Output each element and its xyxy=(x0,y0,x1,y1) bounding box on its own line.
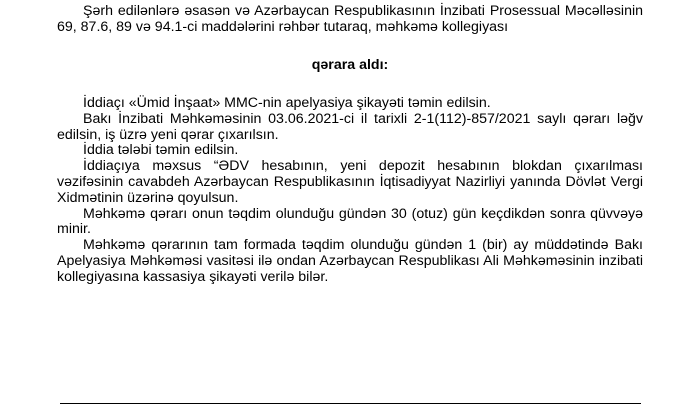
decision-heading: qərara aldı: xyxy=(311,57,389,73)
footer-divider xyxy=(60,403,641,404)
decision-body xyxy=(57,96,643,286)
paragraph-claim-granted: İddia tələbi təmin edilsin. xyxy=(83,142,239,159)
paragraph-decision-annulled: Bakı İnzibati Məhkəməsinin 03.06.2021-ci il tarixli 2-1(112)-857/2021 saylı qərarı ləğv edilsin, iş üzrə yeni qərar çıxarılsın. xyxy=(57,110,643,143)
paragraph-account-unblock: İddiaçıya məxsus “ƏDV hesabının, yeni depozit hesabının blokdan çıxarılması vəzifəsinin cavabdeh Azərbaycan Respublikasının İqtisadiyyat Nazirliyi yanında Dövlət Vergi Xidmətinin üzərinə qoyulsun. xyxy=(57,158,643,206)
paragraph-appeal-granted: İddiaçı «Ümid İnşaat» MMC-nin apelyasiya şikayəti təmin edilsin. xyxy=(83,95,491,111)
intro-paragraph: Şərh edilənlərə əsasən və Azərbaycan Respublikasının İnzibati Prosessual Məcəlləsinin 69, 87.6, 89 və 94.1-ci maddələrini rəhbər tutaraq, məhkəmə kollegiyası xyxy=(57,3,643,35)
paragraph-cassation-appeal: Məhkəmə qərarının tam formada təqdim olunduğu gündən 1 (bir) ay müddətində Bakı Apelyasiya Məhkəməsi vasitəsi ilə ondan Azərbaycan Respublikası Ali Məhkəməsinin inzibati kollegiyasına kassasiya şikayəti verilə bilər. xyxy=(57,237,643,285)
intro-block xyxy=(57,4,643,36)
paragraph-entry-into-force: Məhkəmə qərarı onun təqdim olunduğu gündən 30 (otuz) gün keçdikdən sonra qüvvəyə minir. xyxy=(57,205,643,238)
